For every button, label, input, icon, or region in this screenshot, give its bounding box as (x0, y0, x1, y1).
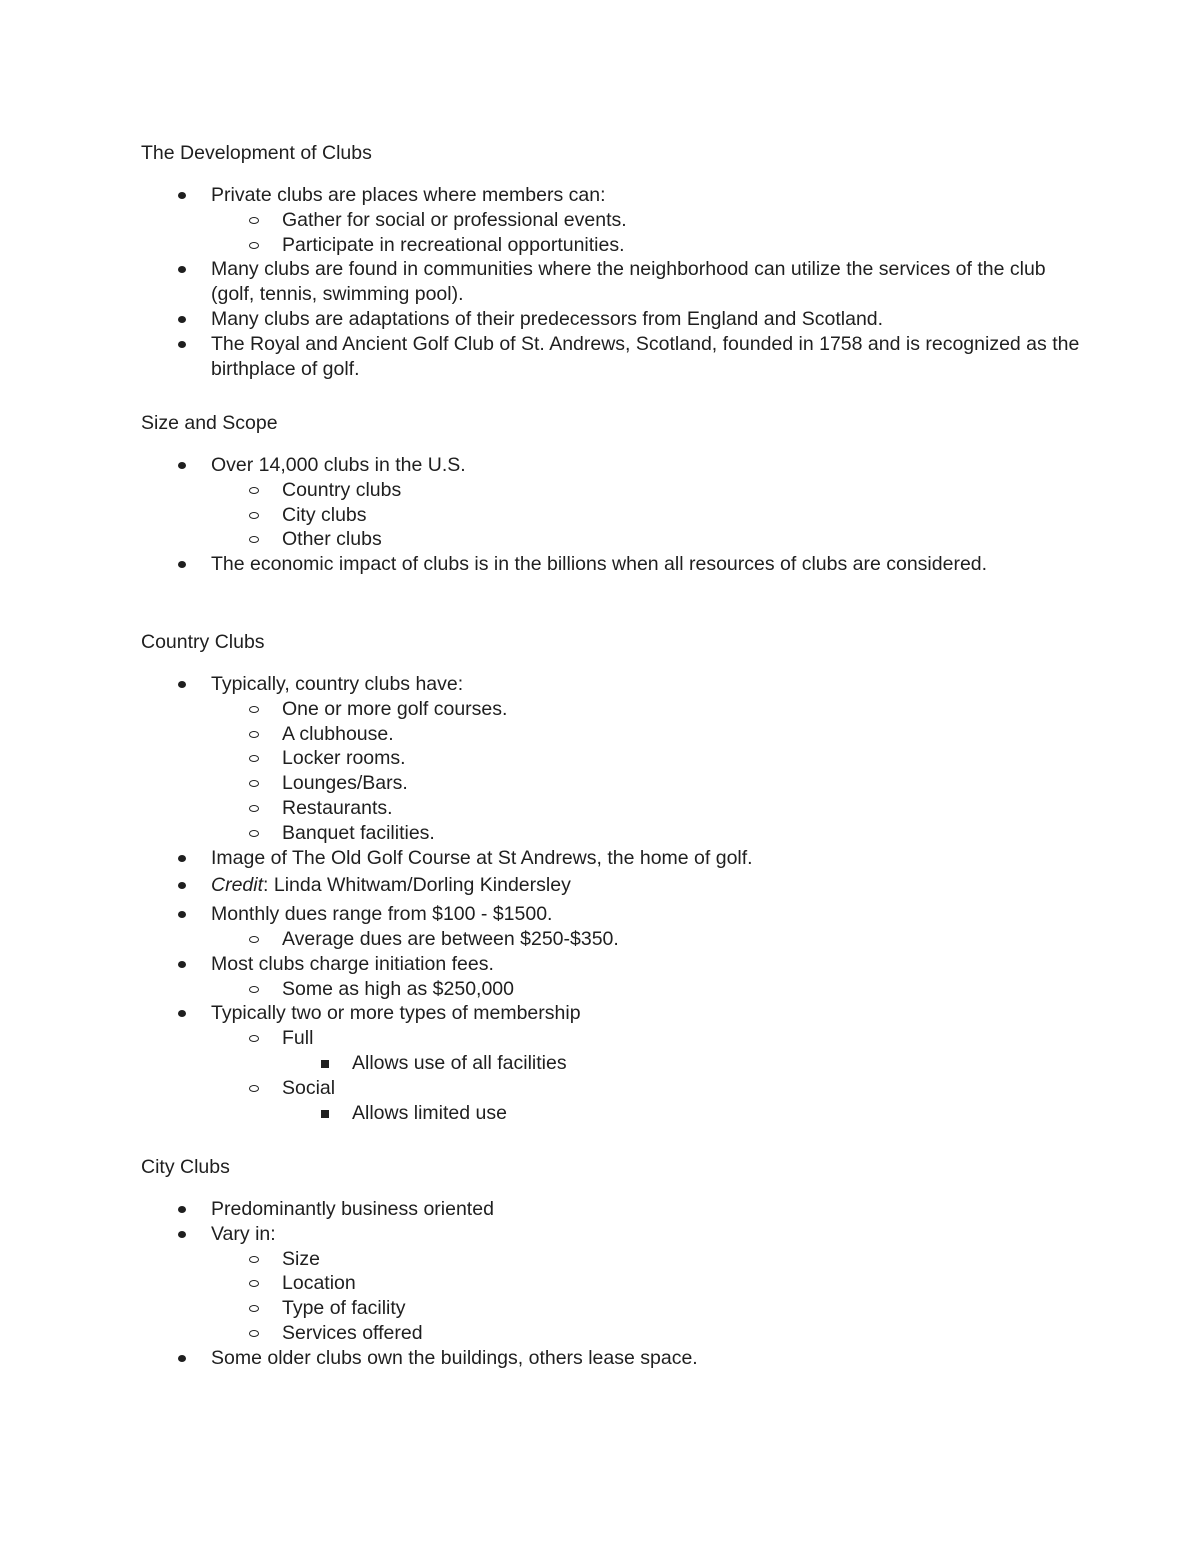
bullet-list (141, 1197, 1081, 1371)
circle-bullet-icon (249, 830, 259, 837)
square-bullet-icon (321, 1060, 329, 1068)
section-heading: Size and Scope (141, 412, 278, 434)
circle-bullet-icon (249, 706, 259, 713)
list-item: A clubhouse. (141, 722, 1081, 747)
circle-bullet-icon (249, 731, 259, 738)
disc-bullet-icon (178, 1206, 186, 1213)
section-heading: City Clubs (141, 1156, 230, 1178)
disc-bullet-icon (178, 961, 186, 968)
list-item: Monthly dues range from $100 - $1500. (141, 902, 1081, 927)
bullet-list (141, 183, 1081, 381)
disc-bullet-icon (178, 1355, 186, 1362)
disc-bullet-icon (178, 882, 186, 889)
circle-bullet-icon (249, 487, 259, 494)
credit-label: Credit (211, 874, 264, 897)
list-item: Typically, country clubs have: (141, 672, 1081, 697)
bullet-list (141, 453, 1081, 577)
section-development-of-clubs (141, 141, 1081, 381)
disc-bullet-icon (178, 681, 186, 688)
disc-bullet-icon (178, 855, 186, 862)
section-size-and-scope (141, 411, 1081, 577)
disc-bullet-icon (178, 1010, 186, 1017)
section-city-clubs (141, 1155, 1081, 1371)
disc-bullet-icon (178, 341, 186, 348)
list-item: City clubs (141, 503, 1081, 528)
circle-bullet-icon (249, 780, 259, 787)
list-item: Some as high as $250,000 (141, 977, 1081, 1002)
list-item: Some older clubs own the buildings, others lease space. (141, 1346, 1081, 1371)
list-item: Social (141, 1076, 1081, 1101)
circle-bullet-icon (249, 805, 259, 812)
disc-bullet-icon (178, 462, 186, 469)
list-item: The economic impact of clubs is in the billions when all resources of clubs are considered. (141, 552, 1081, 577)
disc-bullet-icon (178, 911, 186, 918)
list-item: Over 14,000 clubs in the U.S. (141, 453, 1081, 478)
disc-bullet-icon (178, 561, 186, 568)
list-item: Credit: Linda Whitwam/Dorling Kindersley (141, 873, 1081, 898)
circle-bullet-icon (249, 755, 259, 762)
list-item: Vary in: (141, 1222, 1081, 1247)
circle-bullet-icon (249, 1330, 259, 1337)
list-item: Restaurants. (141, 796, 1081, 821)
circle-bullet-icon (249, 936, 259, 943)
list-item: One or more golf courses. (141, 697, 1081, 722)
list-item: Country clubs (141, 478, 1081, 503)
circle-bullet-icon (249, 536, 259, 543)
list-item: Most clubs charge initiation fees. (141, 952, 1081, 977)
section-heading: The Development of Clubs (141, 142, 372, 164)
list-item: Full (141, 1026, 1081, 1051)
list-item: Banquet facilities. (141, 821, 1081, 846)
list-item: Allows limited use (141, 1101, 1081, 1126)
list-item: Private clubs are places where members can: (141, 183, 1081, 208)
list-item: Other clubs (141, 527, 1081, 552)
list-item: Locker rooms. (141, 746, 1081, 771)
section-country-clubs (141, 630, 1081, 1125)
list-item: Allows use of all facilities (141, 1051, 1081, 1076)
circle-bullet-icon (249, 512, 259, 519)
circle-bullet-icon (249, 1035, 259, 1042)
circle-bullet-icon (249, 1280, 259, 1287)
list-item: Average dues are between $250-$350. (141, 927, 1081, 952)
circle-bullet-icon (249, 1085, 259, 1092)
bullet-list (141, 672, 1081, 1125)
disc-bullet-icon (178, 266, 186, 273)
list-item: Participate in recreational opportunities. (141, 233, 1081, 258)
list-item: Many clubs are adaptations of their predecessors from England and Scotland. (141, 307, 1081, 332)
list-item: Many clubs are found in communities where the neighborhood can utilize the services of the club (golf, tennis, swimming pool). (141, 257, 1081, 307)
list-item: Type of facility (141, 1296, 1081, 1321)
circle-bullet-icon (249, 1305, 259, 1312)
list-item: Typically two or more types of membership (141, 1001, 1081, 1026)
list-item: Services offered (141, 1321, 1081, 1346)
disc-bullet-icon (178, 1231, 186, 1238)
circle-bullet-icon (249, 1256, 259, 1263)
disc-bullet-icon (178, 316, 186, 323)
list-item: Lounges/Bars. (141, 771, 1081, 796)
list-item: Location (141, 1271, 1081, 1296)
list-item: The Royal and Ancient Golf Club of St. Andrews, Scotland, founded in 1758 and is recognized as the birthplace of golf. (141, 332, 1081, 382)
disc-bullet-icon (178, 192, 186, 199)
list-item: Gather for social or professional events. (141, 208, 1081, 233)
list-item: Image of The Old Golf Course at St Andrews, the home of golf. (141, 846, 1081, 871)
circle-bullet-icon (249, 986, 259, 993)
section-heading: Country Clubs (141, 631, 265, 653)
circle-bullet-icon (249, 242, 259, 249)
list-item: Predominantly business oriented (141, 1197, 1081, 1222)
square-bullet-icon (321, 1110, 329, 1118)
circle-bullet-icon (249, 217, 259, 224)
list-item: Size (141, 1247, 1081, 1272)
